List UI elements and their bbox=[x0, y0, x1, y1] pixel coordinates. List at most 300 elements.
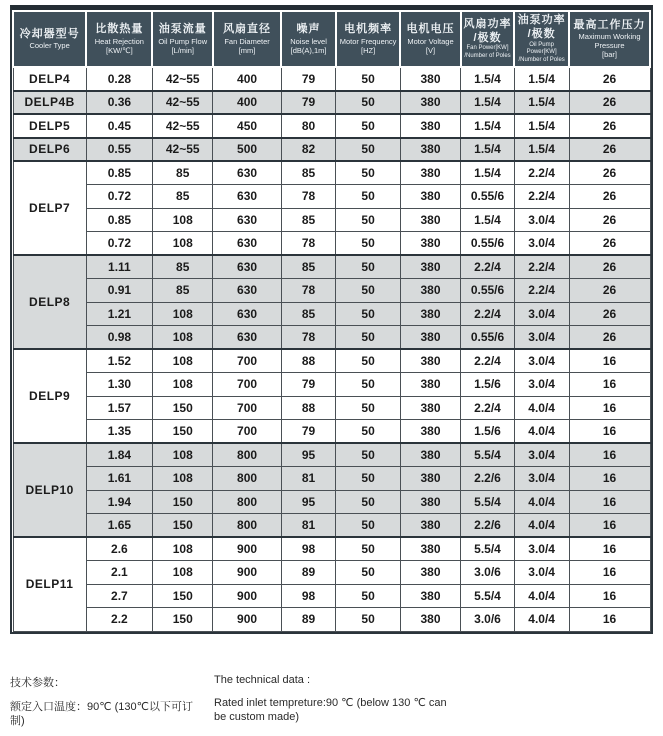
data-cell-noise-level: 89 bbox=[281, 561, 336, 585]
data-cell-motor-voltage: 380 bbox=[400, 420, 461, 444]
table-row-delp10-3 bbox=[13, 514, 650, 538]
cooler-type-cell: DELP7 bbox=[13, 161, 86, 255]
table-header bbox=[13, 11, 650, 67]
footer-zh-line: 额定入口温度：90℃ (130℃以下可订制) bbox=[10, 700, 194, 727]
data-cell-fan-diameter: 630 bbox=[213, 185, 281, 209]
col-header-motor-voltage bbox=[400, 11, 461, 67]
data-cell-oil-pump-power: 1.5/4 bbox=[514, 67, 569, 91]
data-cell-heat-rejection: 1.57 bbox=[86, 396, 152, 420]
data-cell-heat-rejection: 0.28 bbox=[86, 67, 152, 91]
col-header-en: Noise level bbox=[290, 36, 327, 46]
data-cell-motor-voltage: 380 bbox=[400, 490, 461, 514]
table-row-delp7-1 bbox=[13, 185, 650, 209]
table-row-delp10-1 bbox=[13, 467, 650, 491]
table-row-delp11-0 bbox=[13, 537, 650, 561]
data-cell-heat-rejection: 0.55 bbox=[86, 138, 152, 162]
data-cell-noise-level: 85 bbox=[281, 161, 336, 185]
col-header-cooler-type bbox=[13, 11, 86, 67]
col-header-unit: [dB(A),1m] bbox=[290, 45, 327, 55]
col-header-zh: 电机频率 bbox=[344, 23, 393, 36]
data-cell-fan-diameter: 700 bbox=[213, 373, 281, 397]
footer-chinese bbox=[10, 674, 206, 729]
table-row-delp11-3 bbox=[13, 608, 650, 632]
data-cell-max-pressure: 16 bbox=[569, 490, 650, 514]
data-cell-fan-power: 1.5/6 bbox=[461, 420, 515, 444]
data-cell-oil-pump-flow: 42~55 bbox=[152, 91, 213, 115]
data-cell-motor-frequency: 50 bbox=[336, 443, 400, 467]
data-cell-motor-frequency: 50 bbox=[336, 279, 400, 303]
data-cell-oil-pump-flow: 108 bbox=[152, 208, 213, 232]
data-cell-heat-rejection: 0.91 bbox=[86, 279, 152, 303]
data-cell-fan-power: 5.5/4 bbox=[461, 537, 515, 561]
data-cell-oil-pump-power: 1.5/4 bbox=[514, 114, 569, 138]
data-cell-oil-pump-power: 3.0/4 bbox=[514, 561, 569, 585]
data-cell-noise-level: 88 bbox=[281, 349, 336, 373]
cooler-type-cell: DELP8 bbox=[13, 255, 86, 349]
data-cell-fan-power: 2.2/4 bbox=[461, 255, 515, 279]
data-cell-fan-diameter: 630 bbox=[213, 279, 281, 303]
data-cell-heat-rejection: 1.35 bbox=[86, 420, 152, 444]
spec-table-frame bbox=[10, 5, 653, 634]
data-cell-noise-level: 78 bbox=[281, 232, 336, 256]
data-cell-motor-frequency: 50 bbox=[336, 373, 400, 397]
data-cell-motor-frequency: 50 bbox=[336, 537, 400, 561]
col-header-oil-pump-flow bbox=[152, 11, 213, 67]
data-cell-oil-pump-flow: 108 bbox=[152, 467, 213, 491]
table-body bbox=[13, 67, 650, 631]
data-cell-motor-voltage: 380 bbox=[400, 514, 461, 538]
cooler-type-cell: DELP11 bbox=[13, 537, 86, 631]
data-cell-oil-pump-flow: 150 bbox=[152, 490, 213, 514]
col-header-unit: [bar] bbox=[602, 50, 618, 60]
table-row-delp9-2 bbox=[13, 396, 650, 420]
data-cell-motor-frequency: 50 bbox=[336, 467, 400, 491]
data-cell-oil-pump-power: 2.2/4 bbox=[514, 161, 569, 185]
data-cell-fan-power: 0.55/6 bbox=[461, 326, 515, 350]
footer-en-title: The technical data : bbox=[214, 673, 311, 686]
data-cell-oil-pump-flow: 108 bbox=[152, 232, 213, 256]
data-cell-motor-frequency: 50 bbox=[336, 349, 400, 373]
data-cell-noise-level: 78 bbox=[281, 185, 336, 209]
table-row-delp11-1 bbox=[13, 561, 650, 585]
data-cell-fan-diameter: 900 bbox=[213, 608, 281, 632]
data-cell-motor-frequency: 50 bbox=[336, 420, 400, 444]
data-cell-max-pressure: 26 bbox=[569, 232, 650, 256]
data-cell-motor-frequency: 50 bbox=[336, 67, 400, 91]
data-cell-motor-frequency: 50 bbox=[336, 396, 400, 420]
data-cell-fan-power: 5.5/4 bbox=[461, 490, 515, 514]
data-cell-max-pressure: 16 bbox=[569, 608, 650, 632]
footer-en-line: Rated inlet tempreture:90 ℃ (below 130 ℃ can be custom made) bbox=[214, 696, 447, 723]
data-cell-heat-rejection: 0.85 bbox=[86, 208, 152, 232]
data-cell-fan-power: 5.5/4 bbox=[461, 443, 515, 467]
cooler-type-cell: DELP4 bbox=[13, 67, 86, 91]
data-cell-oil-pump-flow: 85 bbox=[152, 279, 213, 303]
table-row-delp8-0 bbox=[13, 255, 650, 279]
data-cell-oil-pump-power: 3.0/4 bbox=[514, 232, 569, 256]
data-cell-noise-level: 89 bbox=[281, 608, 336, 632]
data-cell-motor-frequency: 50 bbox=[336, 208, 400, 232]
cooler-type-cell: DELP5 bbox=[13, 114, 86, 138]
data-cell-oil-pump-power: 3.0/4 bbox=[514, 537, 569, 561]
data-cell-noise-level: 81 bbox=[281, 467, 336, 491]
data-cell-motor-frequency: 50 bbox=[336, 138, 400, 162]
data-cell-motor-frequency: 50 bbox=[336, 561, 400, 585]
col-header-max-pressure bbox=[569, 11, 650, 67]
col-header-en: Cooler Type bbox=[29, 41, 70, 51]
data-cell-noise-level: 85 bbox=[281, 302, 336, 326]
data-cell-motor-frequency: 50 bbox=[336, 326, 400, 350]
data-cell-noise-level: 79 bbox=[281, 67, 336, 91]
col-header-fan-power bbox=[461, 11, 515, 67]
data-cell-max-pressure: 16 bbox=[569, 467, 650, 491]
data-cell-noise-level: 78 bbox=[281, 326, 336, 350]
data-cell-fan-power: 0.55/6 bbox=[461, 185, 515, 209]
data-cell-fan-diameter: 700 bbox=[213, 349, 281, 373]
data-cell-oil-pump-flow: 108 bbox=[152, 537, 213, 561]
data-cell-motor-frequency: 50 bbox=[336, 514, 400, 538]
table-row-delp9-0 bbox=[13, 349, 650, 373]
col-header-en: Fan Diameter bbox=[224, 36, 270, 46]
data-cell-fan-diameter: 630 bbox=[213, 255, 281, 279]
data-cell-oil-pump-flow: 150 bbox=[152, 584, 213, 608]
data-cell-heat-rejection: 0.36 bbox=[86, 91, 152, 115]
col-header-unit: [KW/℃] bbox=[105, 45, 133, 55]
col-header-zh: 冷却器型号 bbox=[19, 27, 80, 40]
data-cell-max-pressure: 16 bbox=[569, 514, 650, 538]
data-cell-heat-rejection: 1.61 bbox=[86, 467, 152, 491]
col-header-unit: /Number of Poles bbox=[518, 56, 565, 63]
data-cell-oil-pump-flow: 85 bbox=[152, 185, 213, 209]
data-cell-fan-diameter: 400 bbox=[213, 67, 281, 91]
cooler-spec-table bbox=[12, 10, 651, 632]
data-cell-max-pressure: 26 bbox=[569, 326, 650, 350]
col-header-fan-diameter bbox=[213, 11, 281, 67]
data-cell-fan-power: 1.5/4 bbox=[461, 67, 515, 91]
data-cell-max-pressure: 26 bbox=[569, 302, 650, 326]
data-cell-max-pressure: 16 bbox=[569, 537, 650, 561]
data-cell-fan-diameter: 900 bbox=[213, 584, 281, 608]
data-cell-fan-power: 1.5/4 bbox=[461, 91, 515, 115]
data-cell-oil-pump-flow: 85 bbox=[152, 161, 213, 185]
data-cell-heat-rejection: 1.21 bbox=[86, 302, 152, 326]
col-header-en: Oil Pump Flow bbox=[158, 36, 208, 46]
table-row-delp11-2 bbox=[13, 584, 650, 608]
data-cell-motor-voltage: 380 bbox=[400, 349, 461, 373]
data-cell-oil-pump-flow: 42~55 bbox=[152, 67, 213, 91]
data-cell-fan-power: 3.0/6 bbox=[461, 608, 515, 632]
header-row bbox=[13, 11, 650, 67]
data-cell-fan-diameter: 700 bbox=[213, 396, 281, 420]
data-cell-motor-frequency: 50 bbox=[336, 185, 400, 209]
data-cell-heat-rejection: 2.1 bbox=[86, 561, 152, 585]
data-cell-motor-voltage: 380 bbox=[400, 208, 461, 232]
data-cell-fan-diameter: 800 bbox=[213, 490, 281, 514]
data-cell-max-pressure: 26 bbox=[569, 67, 650, 91]
data-cell-motor-voltage: 380 bbox=[400, 114, 461, 138]
data-cell-oil-pump-power: 4.0/4 bbox=[514, 584, 569, 608]
data-cell-motor-voltage: 380 bbox=[400, 396, 461, 420]
data-cell-fan-diameter: 630 bbox=[213, 161, 281, 185]
data-cell-fan-diameter: 630 bbox=[213, 302, 281, 326]
data-cell-fan-power: 5.5/4 bbox=[461, 584, 515, 608]
data-cell-motor-voltage: 380 bbox=[400, 91, 461, 115]
col-header-en: Motor Voltage bbox=[407, 36, 454, 46]
col-header-zh: 油泵流量 bbox=[158, 23, 207, 36]
data-cell-motor-voltage: 380 bbox=[400, 561, 461, 585]
data-cell-motor-voltage: 380 bbox=[400, 537, 461, 561]
data-cell-motor-voltage: 380 bbox=[400, 373, 461, 397]
table-row-delp4b-0 bbox=[13, 91, 650, 115]
data-cell-max-pressure: 16 bbox=[569, 420, 650, 444]
data-cell-oil-pump-power: 3.0/4 bbox=[514, 443, 569, 467]
data-cell-max-pressure: 26 bbox=[569, 161, 650, 185]
data-cell-noise-level: 85 bbox=[281, 255, 336, 279]
data-cell-max-pressure: 16 bbox=[569, 396, 650, 420]
table-row-delp9-3 bbox=[13, 420, 650, 444]
data-cell-motor-voltage: 380 bbox=[400, 138, 461, 162]
data-cell-heat-rejection: 1.30 bbox=[86, 373, 152, 397]
data-cell-oil-pump-power: 2.2/4 bbox=[514, 279, 569, 303]
data-cell-motor-frequency: 50 bbox=[336, 91, 400, 115]
data-cell-noise-level: 85 bbox=[281, 208, 336, 232]
data-cell-oil-pump-power: 3.0/4 bbox=[514, 208, 569, 232]
data-cell-fan-power: 3.0/6 bbox=[461, 561, 515, 585]
data-cell-heat-rejection: 2.6 bbox=[86, 537, 152, 561]
data-cell-max-pressure: 26 bbox=[569, 138, 650, 162]
table-row-delp5-0 bbox=[13, 114, 650, 138]
table-row-delp7-3 bbox=[13, 232, 650, 256]
data-cell-max-pressure: 16 bbox=[569, 584, 650, 608]
footer-notes bbox=[10, 674, 653, 729]
data-cell-fan-diameter: 630 bbox=[213, 208, 281, 232]
data-cell-motor-voltage: 380 bbox=[400, 67, 461, 91]
col-header-heat-rejection bbox=[86, 11, 152, 67]
data-cell-noise-level: 82 bbox=[281, 138, 336, 162]
table-row-delp8-3 bbox=[13, 326, 650, 350]
data-cell-oil-pump-flow: 150 bbox=[152, 420, 213, 444]
table-row-delp4-0 bbox=[13, 67, 650, 91]
data-cell-noise-level: 95 bbox=[281, 443, 336, 467]
data-cell-noise-level: 81 bbox=[281, 514, 336, 538]
col-header-unit: [mm] bbox=[238, 45, 256, 55]
data-cell-max-pressure: 16 bbox=[569, 373, 650, 397]
data-cell-fan-power: 1.5/4 bbox=[461, 208, 515, 232]
data-cell-oil-pump-flow: 108 bbox=[152, 561, 213, 585]
data-cell-oil-pump-power: 1.5/4 bbox=[514, 91, 569, 115]
table-row-delp8-1 bbox=[13, 279, 650, 303]
table-row-delp10-2 bbox=[13, 490, 650, 514]
data-cell-max-pressure: 26 bbox=[569, 255, 650, 279]
col-header-unit: /Number of Poles bbox=[464, 52, 511, 59]
data-cell-oil-pump-flow: 42~55 bbox=[152, 138, 213, 162]
footer-zh-title: 技术参数： bbox=[10, 676, 65, 689]
data-cell-motor-voltage: 380 bbox=[400, 584, 461, 608]
data-cell-heat-rejection: 1.94 bbox=[86, 490, 152, 514]
data-cell-max-pressure: 16 bbox=[569, 561, 650, 585]
data-cell-noise-level: 98 bbox=[281, 584, 336, 608]
data-cell-fan-diameter: 800 bbox=[213, 443, 281, 467]
data-cell-motor-voltage: 380 bbox=[400, 608, 461, 632]
data-cell-oil-pump-flow: 150 bbox=[152, 608, 213, 632]
data-cell-heat-rejection: 0.72 bbox=[86, 232, 152, 256]
data-cell-oil-pump-flow: 150 bbox=[152, 396, 213, 420]
col-header-zh: 噪声 bbox=[296, 23, 321, 36]
data-cell-heat-rejection: 0.45 bbox=[86, 114, 152, 138]
data-cell-oil-pump-power: 3.0/4 bbox=[514, 302, 569, 326]
col-header-noise-level bbox=[281, 11, 336, 67]
col-header-unit: [HZ] bbox=[361, 45, 376, 55]
cooler-type-cell: DELP9 bbox=[13, 349, 86, 443]
data-cell-motor-voltage: 380 bbox=[400, 279, 461, 303]
data-cell-noise-level: 78 bbox=[281, 279, 336, 303]
col-header-zh: 电机电压 bbox=[406, 23, 455, 36]
data-cell-heat-rejection: 0.72 bbox=[86, 185, 152, 209]
data-cell-oil-pump-flow: 108 bbox=[152, 302, 213, 326]
data-cell-fan-diameter: 900 bbox=[213, 537, 281, 561]
col-header-en: Fan Power[KW] bbox=[466, 45, 509, 52]
col-header-zh: 油泵功率 bbox=[517, 14, 566, 26]
data-cell-oil-pump-power: 2.2/4 bbox=[514, 255, 569, 279]
data-cell-max-pressure: 16 bbox=[569, 349, 650, 373]
data-cell-heat-rejection: 1.84 bbox=[86, 443, 152, 467]
data-cell-oil-pump-power: 2.2/4 bbox=[514, 185, 569, 209]
data-cell-oil-pump-power: 3.0/4 bbox=[514, 373, 569, 397]
data-cell-heat-rejection: 0.85 bbox=[86, 161, 152, 185]
col-header-unit: [L/min] bbox=[171, 45, 194, 55]
col-header-motor-frequency bbox=[336, 11, 400, 67]
col-header-en: Maximum Working Pressure bbox=[578, 32, 641, 51]
data-cell-motor-voltage: 380 bbox=[400, 255, 461, 279]
data-cell-fan-power: 1.5/4 bbox=[461, 114, 515, 138]
data-cell-motor-voltage: 380 bbox=[400, 161, 461, 185]
data-cell-heat-rejection: 1.52 bbox=[86, 349, 152, 373]
data-cell-fan-power: 0.55/6 bbox=[461, 232, 515, 256]
col-header-zh: 比散热量 bbox=[95, 23, 144, 36]
data-cell-oil-pump-flow: 108 bbox=[152, 326, 213, 350]
data-cell-fan-power: 2.2/4 bbox=[461, 396, 515, 420]
col-header-zh: /极数 bbox=[473, 31, 502, 44]
data-cell-oil-pump-power: 3.0/4 bbox=[514, 326, 569, 350]
data-cell-oil-pump-power: 4.0/4 bbox=[514, 514, 569, 538]
data-cell-oil-pump-flow: 42~55 bbox=[152, 114, 213, 138]
data-cell-oil-pump-flow: 85 bbox=[152, 255, 213, 279]
data-cell-fan-diameter: 450 bbox=[213, 114, 281, 138]
data-cell-fan-power: 2.2/6 bbox=[461, 467, 515, 491]
data-cell-fan-power: 1.5/6 bbox=[461, 373, 515, 397]
data-cell-fan-diameter: 630 bbox=[213, 326, 281, 350]
data-cell-noise-level: 79 bbox=[281, 373, 336, 397]
data-cell-heat-rejection: 2.7 bbox=[86, 584, 152, 608]
data-cell-noise-level: 80 bbox=[281, 114, 336, 138]
data-cell-noise-level: 79 bbox=[281, 420, 336, 444]
data-cell-motor-frequency: 50 bbox=[336, 302, 400, 326]
data-cell-max-pressure: 26 bbox=[569, 208, 650, 232]
data-cell-fan-diameter: 800 bbox=[213, 467, 281, 491]
col-header-unit: [V] bbox=[425, 45, 436, 55]
col-header-zh: 风扇功率 bbox=[463, 17, 512, 30]
col-header-oil-pump-power bbox=[514, 11, 569, 67]
table-row-delp7-2 bbox=[13, 208, 650, 232]
data-cell-max-pressure: 26 bbox=[569, 91, 650, 115]
data-cell-oil-pump-power: 4.0/4 bbox=[514, 396, 569, 420]
data-cell-motor-voltage: 380 bbox=[400, 232, 461, 256]
data-cell-max-pressure: 16 bbox=[569, 443, 650, 467]
data-cell-noise-level: 95 bbox=[281, 490, 336, 514]
data-cell-max-pressure: 26 bbox=[569, 279, 650, 303]
cooler-type-cell: DELP10 bbox=[13, 443, 86, 537]
data-cell-motor-frequency: 50 bbox=[336, 608, 400, 632]
data-cell-heat-rejection: 1.65 bbox=[86, 514, 152, 538]
data-cell-oil-pump-flow: 108 bbox=[152, 373, 213, 397]
data-cell-fan-power: 2.2/6 bbox=[461, 514, 515, 538]
data-cell-fan-diameter: 700 bbox=[213, 420, 281, 444]
cooler-type-cell: DELP6 bbox=[13, 138, 86, 162]
col-header-zh: 风扇直径 bbox=[223, 23, 272, 36]
data-cell-oil-pump-power: 4.0/4 bbox=[514, 490, 569, 514]
data-cell-heat-rejection: 2.2 bbox=[86, 608, 152, 632]
data-cell-motor-voltage: 380 bbox=[400, 185, 461, 209]
data-cell-fan-power: 2.2/4 bbox=[461, 302, 515, 326]
data-cell-oil-pump-power: 3.0/4 bbox=[514, 467, 569, 491]
data-cell-fan-diameter: 800 bbox=[213, 514, 281, 538]
data-cell-fan-power: 2.2/4 bbox=[461, 349, 515, 373]
data-cell-max-pressure: 26 bbox=[569, 114, 650, 138]
col-header-zh: /极数 bbox=[527, 27, 556, 40]
table-row-delp7-0 bbox=[13, 161, 650, 185]
data-cell-heat-rejection: 0.98 bbox=[86, 326, 152, 350]
data-cell-fan-power: 0.55/6 bbox=[461, 279, 515, 303]
data-cell-motor-voltage: 380 bbox=[400, 302, 461, 326]
col-header-zh: 最高工作压力 bbox=[573, 18, 646, 31]
data-cell-fan-diameter: 900 bbox=[213, 561, 281, 585]
data-cell-motor-voltage: 380 bbox=[400, 443, 461, 467]
data-cell-oil-pump-power: 4.0/4 bbox=[514, 420, 569, 444]
cooler-type-cell: DELP4B bbox=[13, 91, 86, 115]
data-cell-motor-frequency: 50 bbox=[336, 232, 400, 256]
data-cell-motor-frequency: 50 bbox=[336, 490, 400, 514]
table-row-delp6-0 bbox=[13, 138, 650, 162]
data-cell-oil-pump-flow: 150 bbox=[152, 514, 213, 538]
data-cell-motor-frequency: 50 bbox=[336, 114, 400, 138]
col-header-en: Motor Frequency bbox=[339, 36, 397, 46]
data-cell-fan-power: 1.5/4 bbox=[461, 138, 515, 162]
table-row-delp9-1 bbox=[13, 373, 650, 397]
data-cell-motor-voltage: 380 bbox=[400, 326, 461, 350]
col-header-en: Heat Rejection bbox=[94, 36, 144, 46]
table-row-delp10-0 bbox=[13, 443, 650, 467]
table-row-delp8-2 bbox=[13, 302, 650, 326]
data-cell-motor-frequency: 50 bbox=[336, 584, 400, 608]
data-cell-fan-diameter: 500 bbox=[213, 138, 281, 162]
data-cell-oil-pump-power: 1.5/4 bbox=[514, 138, 569, 162]
data-cell-noise-level: 79 bbox=[281, 91, 336, 115]
data-cell-fan-diameter: 630 bbox=[213, 232, 281, 256]
data-cell-fan-power: 1.5/4 bbox=[461, 161, 515, 185]
data-cell-max-pressure: 26 bbox=[569, 185, 650, 209]
data-cell-oil-pump-power: 4.0/4 bbox=[514, 608, 569, 632]
data-cell-oil-pump-flow: 108 bbox=[152, 443, 213, 467]
data-cell-noise-level: 88 bbox=[281, 396, 336, 420]
data-cell-motor-frequency: 50 bbox=[336, 255, 400, 279]
data-cell-heat-rejection: 1.11 bbox=[86, 255, 152, 279]
footer-english bbox=[214, 674, 454, 725]
data-cell-fan-diameter: 400 bbox=[213, 91, 281, 115]
col-header-en: Oil Pump Power[KW] bbox=[526, 41, 557, 55]
data-cell-oil-pump-power: 3.0/4 bbox=[514, 349, 569, 373]
data-cell-motor-voltage: 380 bbox=[400, 467, 461, 491]
data-cell-noise-level: 98 bbox=[281, 537, 336, 561]
